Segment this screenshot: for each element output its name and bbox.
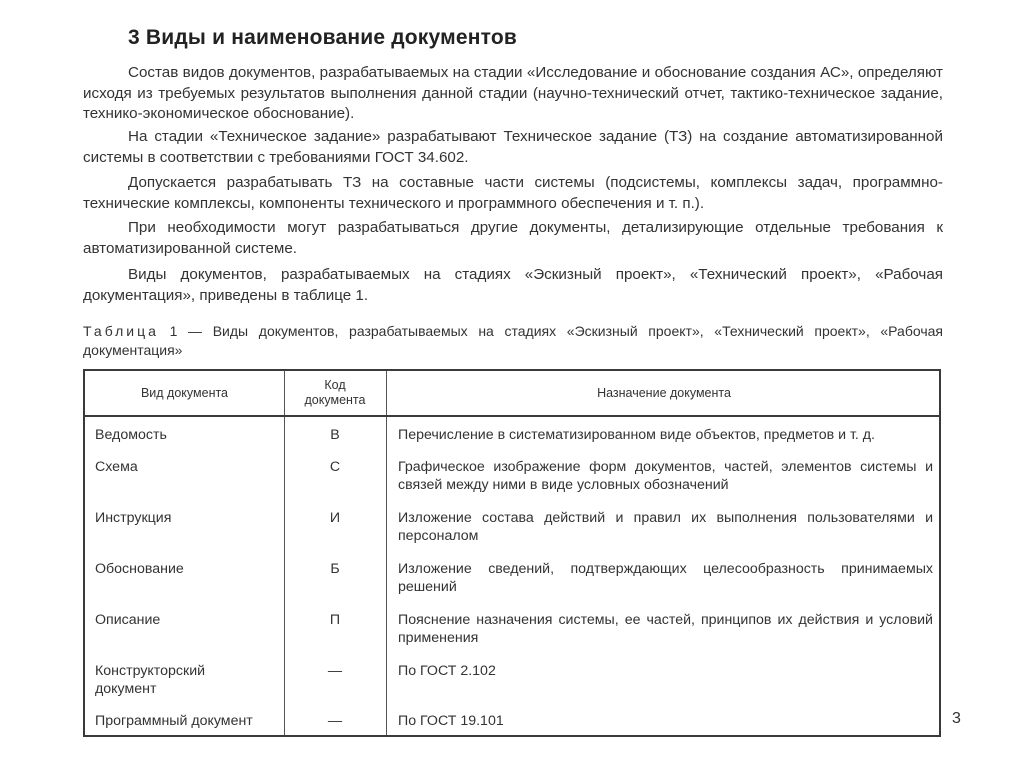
header-purpose: Назначение документа xyxy=(597,385,731,400)
paragraph-3: Допускается разрабатывать ТЗ на составные части системы (подсистемы, комплексы задач, программно-технические комплексы, компоненты технического и программного обеспечения и т. п.). xyxy=(83,174,943,212)
cell-purpose: Изложение состава действий и правил их выполнения пользователями и персоналом xyxy=(398,510,933,544)
cell-kind: Ведомость xyxy=(95,427,167,443)
cell-code: И xyxy=(329,510,341,526)
paragraph-1: Состав видов документов, разрабатываемых на стадии «Исследование и обоснование создания АС», определяют исходя из требуемых результатов выполнения данной стадии (научно-технический отчет, тактико-техническое задание, технико-экономическое обоснование). xyxy=(83,64,943,122)
cell-purpose: По ГОСТ 19.101 xyxy=(398,713,504,729)
cell-code: В xyxy=(330,427,340,443)
paragraph-4: При необходимости могут разрабатываться другие документы, детализирующие отдельные требования к автоматизированной системе. xyxy=(83,219,943,257)
table-caption-text: 1 — Виды документов, разрабатываемых на стадиях «Эскизный проект», «Технический проект», «Рабочая документация» xyxy=(83,323,943,358)
header-divider xyxy=(85,415,939,417)
cell-purpose: Изложение сведений, подтверждающих целесообразность принимаемых решений xyxy=(398,561,933,595)
cell-code: — xyxy=(327,713,343,729)
cell-code: Б xyxy=(330,561,340,577)
cell-code: П xyxy=(329,612,341,628)
cell-code: — xyxy=(327,663,343,679)
cell-kind: Инструкция xyxy=(95,510,172,526)
cell-kind: Обоснование xyxy=(95,561,184,577)
documents-table xyxy=(83,369,941,737)
cell-kind: Программный документ xyxy=(95,713,253,729)
cell-purpose: Графическое изображение форм документов, частей, элементов системы и связей между ними в виде условных обозначений xyxy=(398,459,933,493)
cell-purpose: По ГОСТ 2.102 xyxy=(398,663,496,679)
table-caption xyxy=(83,322,943,360)
page-number: 3 xyxy=(952,710,961,727)
paragraph-2: На стадии «Техническое задание» разрабатывают Техническое задание (ТЗ) на создание автоматизированной системы в соответствии с требованиями ГОСТ 34.602. xyxy=(83,128,943,166)
header-kind: Вид документа xyxy=(140,385,229,400)
cell-kind: Конструкторский документ xyxy=(95,663,206,697)
cell-kind: Описание xyxy=(95,612,161,628)
column-divider xyxy=(386,371,387,735)
header-code: Код документа xyxy=(304,378,366,407)
cell-code: С xyxy=(329,459,341,475)
paragraph-5: Виды документов, разрабатываемых на стадиях «Эскизный проект», «Технический проект», «Рабочая документация», приведены в таблице 1. xyxy=(83,266,943,304)
cell-purpose: Перечисление в систематизированном виде объектов, предметов и т. д. xyxy=(398,427,875,443)
cell-kind: Схема xyxy=(95,459,138,475)
section-heading: 3 Виды и наименование документов xyxy=(128,26,517,49)
table-caption-label: Таблица xyxy=(83,323,159,339)
cell-purpose: Пояснение назначения системы, ее частей, принципов их действия и условий применения xyxy=(398,612,933,646)
